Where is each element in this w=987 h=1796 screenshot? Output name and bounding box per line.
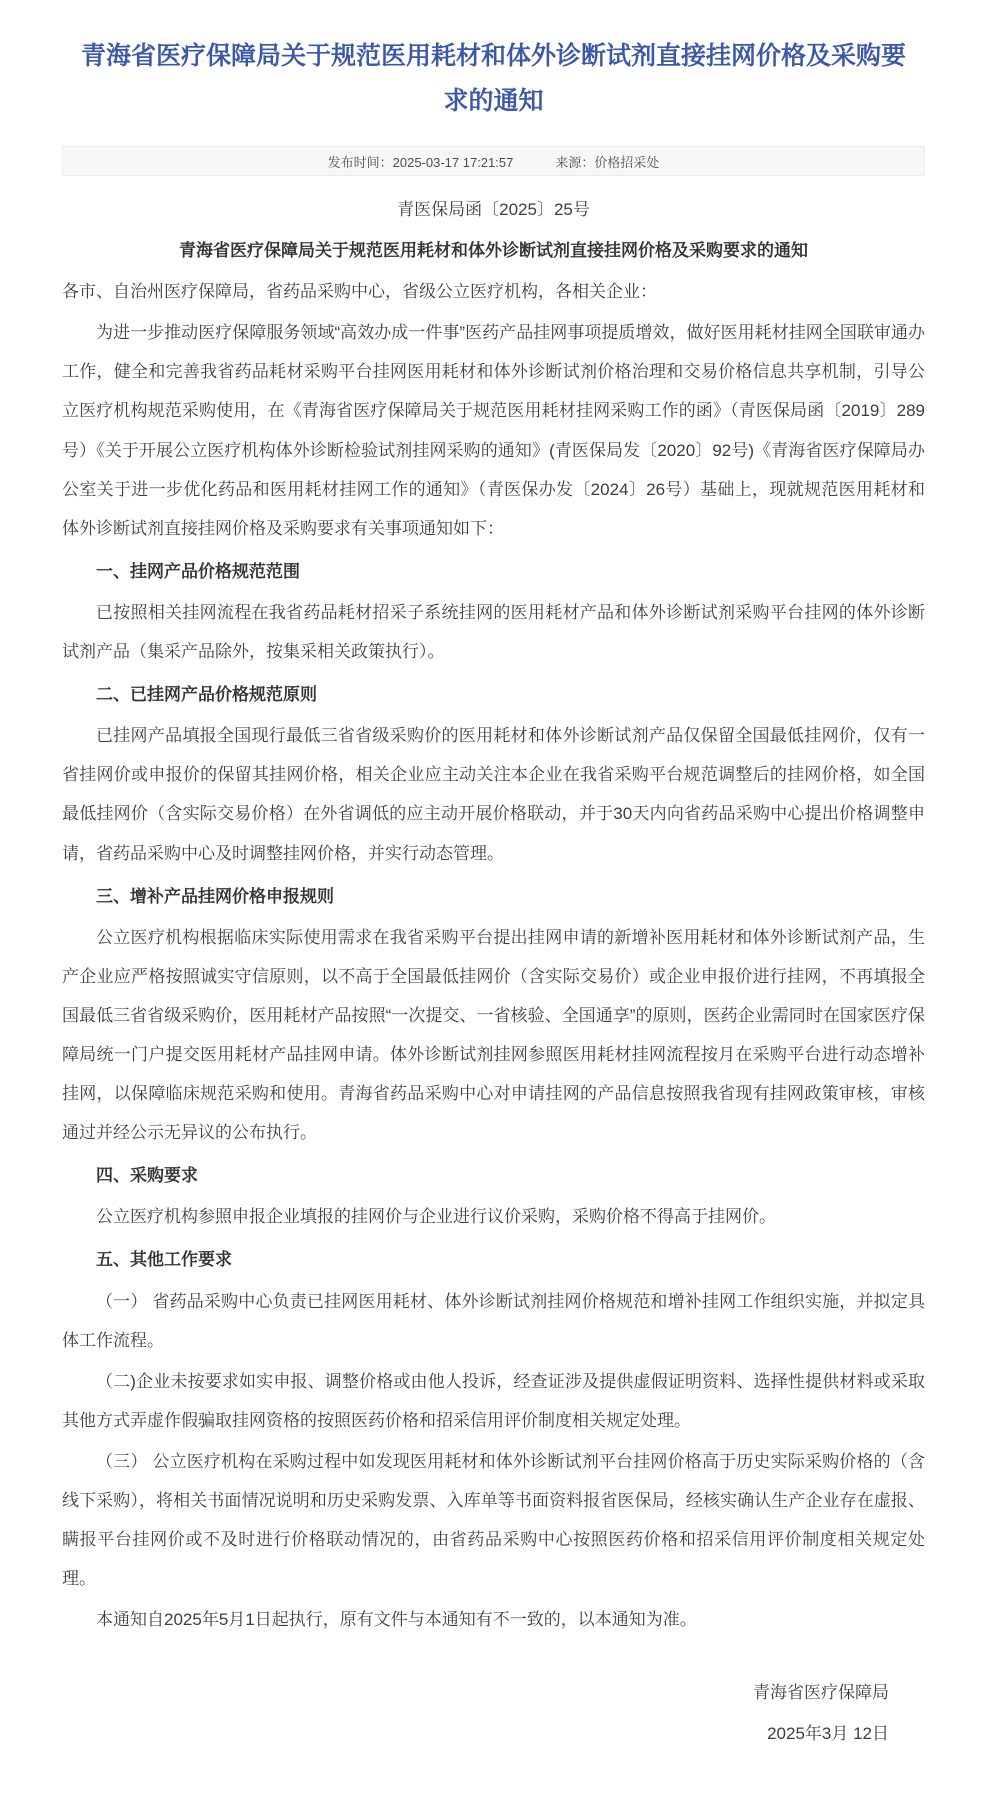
section-5-paragraph-3: （三） 公立医疗机构在采购过程中如发现医用耗材和体外诊断试剂平台挂网价格高于历史实际采购价格的（含线下采购），将相关书面情况说明和历史采购发票、入库单等书面资料报省医保局，经核实确认生产企业存在虚报、瞒报平台挂网价或不及时进行价格联动情况的，由省药品采购中心按照医药价格和招采信用评价制度相关规定处理。: [62, 1451, 925, 1589]
section-2-heading: 二、已挂网产品价格规范原则: [96, 685, 317, 705]
publish-time: [328, 152, 514, 171]
source-value: 价格招采处: [594, 154, 660, 170]
section-1-paragraph: 已按照相关挂网流程在我省药品耗材招采子系统挂网的医用耗材产品和体外诊断试剂采购平台挂网的体外诊断试剂产品（集采产品除外，按集采相关政策执行）。: [62, 602, 925, 662]
source: [555, 152, 659, 171]
meta-bar: [62, 146, 925, 176]
salutation: 各市、自治州医疗保障局，省药品采购中心，省级公立医疗机构，各相关企业：: [62, 282, 657, 302]
document-body: [62, 190, 925, 1754]
page-title: 青海省医疗保障局关于规范医用耗材和体外诊断试剂直接挂网价格及采购要求的通知: [80, 42, 906, 115]
section-5-heading: 五、其他工作要求: [96, 1250, 232, 1270]
section-5-paragraph-1: （一） 省药品采购中心负责已挂网医用耗材、体外诊断试剂挂网价格规范和增补挂网工作组织实施，并拟定具体工作流程。: [62, 1291, 925, 1350]
section-3-paragraph: 公立医疗机构根据临床实际使用需求在我省采购平台提出挂网申请的新增补医用耗材和体外诊断试剂产品，生产企业应严格按照诚实守信原则，以不高于全国最低挂网价（含实际交易价）或企业申报价进行挂网，不再填报全国最低三省省级采购价，医用耗材产品按照“一次提交、一省核验、全国通享”的原则，医药企业需同时在国家医疗保障局统一门户提交医用耗材产品挂网申请。体外诊断试剂挂网参照医用耗材挂网流程按月在采购平台进行动态增补挂网，以保障临床规范采购和使用。青海省药品采购中心对申请挂网的产品信息按照我省现有挂网政策审核，审核通过并经公示无异议的公布执行。: [62, 927, 925, 1143]
section-1-heading: 一、挂网产品价格规范范围: [96, 561, 300, 581]
source-label: 来源：: [555, 154, 595, 170]
section-4-heading: 四、采购要求: [96, 1166, 198, 1186]
publish-time-value: 2025-03-17 17:21:57: [392, 154, 514, 170]
section-5-paragraph-2: （二)企业未按要求如实申报、调整价格或由他人投诉，经查证涉及提供虚假证明资料、选择性提供材料或采取其他方式弄虚作假骗取挂网资格的按照医药价格和招采信用评价制度相关规定处理。: [62, 1371, 925, 1430]
intro-paragraph: 为进一步推动医疗保障服务领域“高效办成一件事”医药产品挂网事项提质增效，做好医用耗材挂网全国联审通办工作，健全和完善我省药品耗材采购平台挂网医用耗材和体外诊断试剂价格治理和交易价格信息共享机制，引导公立医疗机构规范采购使用，在《青海省医疗保障局关于规范医用耗材挂网采购工作的函》（青医保局函〔2019〕289号）《关于开展公立医疗机构体外诊断检验试剂挂网采购的通知》(青医保局发〔2020〕92号)《青海省医疗保障局办公室关于进一步优化药品和医用耗材挂网工作的通知》（青医保办发〔2024〕26号）基础上，现就规范医用耗材和体外诊断试剂直接挂网价格及采购要求有关事项通知如下：: [62, 323, 925, 538]
doc-subtitle: 青海省医疗保障局关于规范医用耗材和体外诊断试剂直接挂网价格及采购要求的通知: [179, 241, 808, 261]
publish-time-label: 发布时间：: [327, 154, 393, 170]
closing-paragraph: 本通知自2025年5月1日起执行，原有文件与本通知有不一致的，以本通知为准。: [96, 1610, 697, 1630]
doc-number: 青医保局函〔2025〕25号: [397, 200, 590, 219]
signature-org: 青海省医疗保障局: [753, 1683, 889, 1703]
section-2-paragraph: 已挂网产品填报全国现行最低三省省级采购价的医用耗材和体外诊断试剂产品仅保留全国最低挂网价，仅有一省挂网价或申报价的保留其挂网价格，相关企业应主动关注本企业在我省采购平台规范调整后的挂网价格，如全国最低挂网价（含实际交易价格）在外省调低的应主动开展价格联动，并于30天内向省药品采购中心提出价格调整申请，省药品采购中心及时调整挂网价格，并实行动态管理。: [62, 726, 925, 863]
signature-date: 2025年3月 12日: [767, 1724, 889, 1744]
section-4-paragraph: 公立医疗机构参照申报企业填报的挂网价与企业进行议价采购，采购价格不得高于挂网价。: [96, 1207, 776, 1227]
section-3-heading: 三、增补产品挂网价格申报规则: [96, 886, 334, 906]
